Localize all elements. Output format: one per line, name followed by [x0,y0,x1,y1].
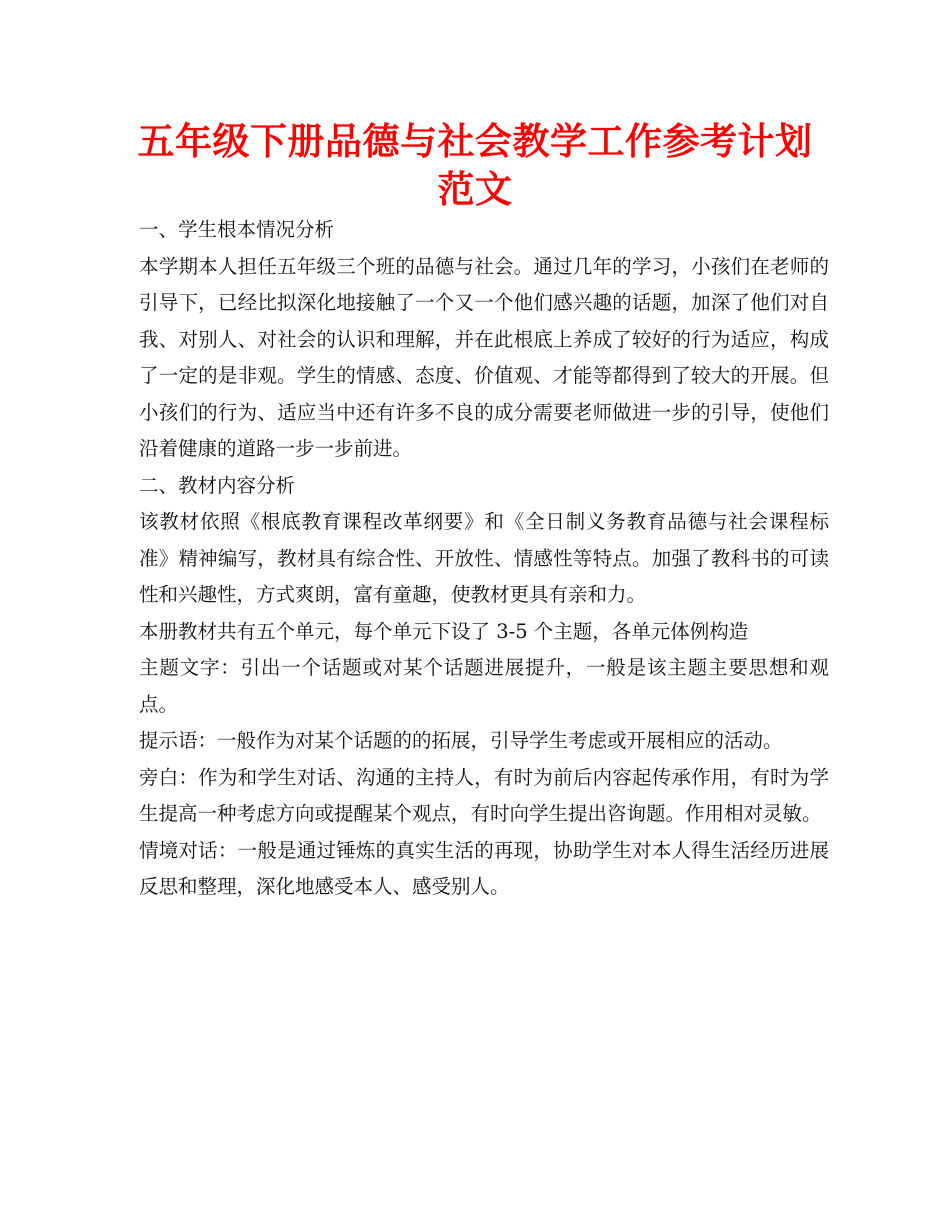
paragraph-prompt: 提示语：一般作为对某个话题的的拓展，引导学生考虑或开展相应的活动。 [139,729,783,752]
paragraph-textbook-basis: 该教材依照《根底教育课程改革纲要》和《全日制义务教育品德与社会课程标准》精神编写，教材具有综合性、开放性、情感性等特点。加强了教科书的可读性和兴趣性，方式爽朗，富有童趣，使教材更具有亲和力。 [139,510,829,606]
paragraph-student-analysis: 本学期本人担任五年级三个班的品德与社会。通过几年的学习，小孩们在老师的引导下，已经比拟深化地接触了一个又一个他们感兴趣的话题，加深了他们对自我、对别人、对社会的认识和理解，并在此根底上养成了较好的行为适应，构成了一定的是非观。学生的情感、态度、价值观、才能等都得到了较大的开展。但小孩们的行为、适应当中还有许多不良的成分需要老师做进一步的引导，使他们沿着健康的道路一步一步前进。 [139,254,829,460]
paragraph-aside: 旁白：作为和学生对话、沟通的主持人，有时为前后内容起传承作用，有时为学生提高一种考虑方向或提醒某个观点，有时向学生提出咨询题。作用相对灵敏。 [139,765,829,825]
paragraph-units-structure: 本册教材共有五个单元，每个单元下设了 3-5 个主题，各单元体例构造 [139,619,749,643]
document-body [139,212,829,906]
paragraph-theme-text: 主题文字：引出一个话题或对某个话题进展提升，一般是该主题主要思想和观点。 [139,656,829,716]
paragraph-situational-dialogue: 情境对话：一般是通过锤炼的真实生活的再现，协助学生对本人得生活经历进展反思和整理，深化地感受本人、感受别人。 [139,838,829,898]
section-heading-textbook-analysis: 二、教材内容分析 [139,473,296,497]
document-title: 五年级下册品德与社会教学工作参考计划范文 [137,120,813,211]
section-heading-student-analysis: 一、学生根本情况分析 [139,218,335,241]
